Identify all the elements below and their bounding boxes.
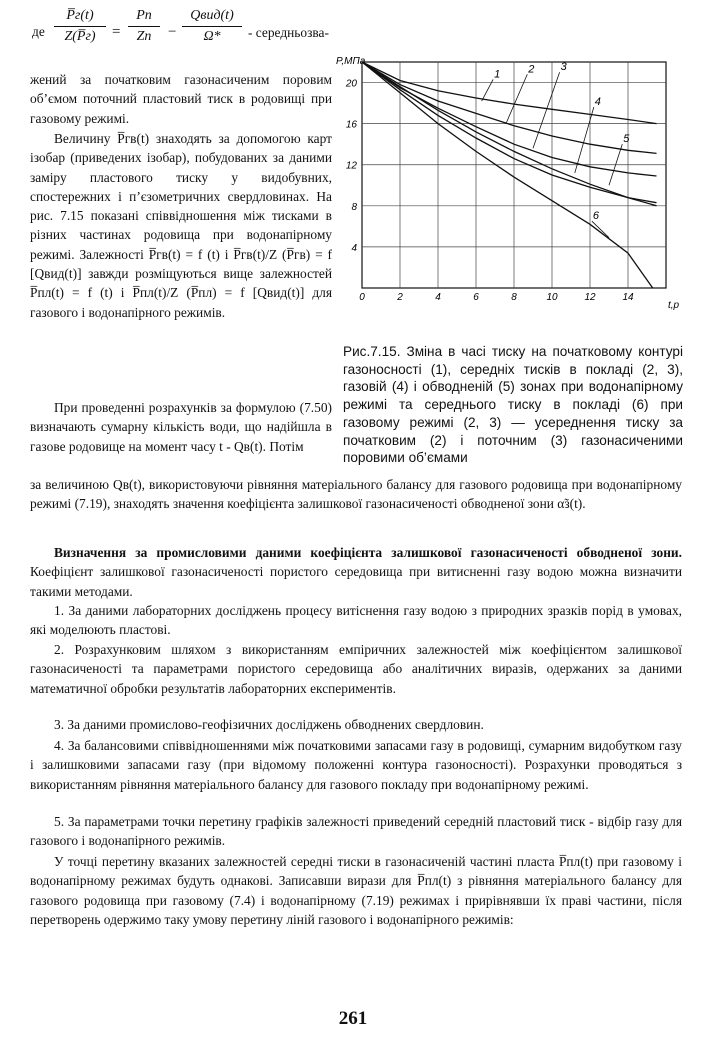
paragraph-4	[30, 543, 682, 601]
y-axis-label: P,МПа	[336, 56, 366, 67]
formula-fraction-2	[128, 6, 160, 47]
x-tick-label: 2	[397, 292, 403, 303]
series-line-5	[362, 62, 657, 203]
chart-ticks	[345, 79, 634, 303]
formula-fraction-3	[182, 6, 242, 47]
x-tick-label: 14	[622, 292, 634, 303]
series-label-6: 6	[592, 210, 600, 223]
y-tick-label: 4	[351, 242, 357, 254]
list-item-4: 4. За балансовими співвідношеннями між початковими запасами газу в родовищі, сумарним видобутком газу і залишковими запасами газу (при відомому положенні контура газоносності). Розрахунки проводяться з використанням рівняння матеріального балансу для газового покладу при водонапірному режимі.	[30, 738, 682, 792]
series-line-3	[362, 62, 657, 176]
series-line-1	[362, 62, 657, 124]
paragraph-4-heading: Визначення за промисловими даними коефіцієнта залишкової газонасиченості обводненої зони.	[54, 545, 682, 560]
list-item-1: 1. За даними лабораторних досліджень процесу витіснення газу водою з природних зразків порід в умовах, які моделюють пластові.	[30, 603, 682, 638]
series-leader-6	[592, 221, 609, 237]
chart-series-labels	[482, 61, 631, 237]
paragraph-last: У точці перетину вказаних залежностей середні тиски в газонасиченій частині пласта P̅пл(t) при газовому і водонапірному режимах будуть однакові. Записавши вирази для P̅пл(t) з рівняння матеріального балансу для газового родовища при газовому (7.4) і водонапірному (7.19) режимах і прирівнявши їх праві частини, після перетворень одержимо таку умову перетину ліній газового і водонапірного режимів:	[30, 854, 682, 927]
list-item-5: 5. За параметрами точки перетину графіків залежності приведений середній пластовий тиск - відбір газу для газового і водонапірного режимів.	[30, 814, 682, 849]
fraction-1-numerator: P̅г(t)	[54, 6, 106, 27]
formula-tail: - середньозва-	[248, 25, 329, 40]
page-number: 261	[338, 1008, 368, 1029]
formula-equals: =	[112, 24, 121, 40]
x-tick-label: 10	[546, 292, 558, 303]
formula-block	[30, 4, 332, 64]
series-leader-4	[575, 107, 594, 173]
y-tick-label: 20	[345, 78, 357, 90]
series-label-3: 3	[560, 61, 567, 74]
fraction-3-numerator: Qвид(t)	[182, 6, 242, 27]
paragraph-3-continued: за величиною Qв(t), використовуючи рівняння матеріального балансу для газового родовища при водонапірному режимі (7.19), знаходять значення коефіцієнта залишкової газонасиченості обводненої зони α̃з(t).	[30, 477, 682, 512]
x-axis-label: t,р	[668, 300, 680, 311]
series-label-1: 1	[494, 68, 501, 81]
list-item-3: 3. За даними промислово-геофізичних досліджень обводнених свердловин.	[54, 717, 484, 732]
list-item-2: 2. Розрахунковим шляхом з використанням емпіричних залежностей між коефіцієнтом залишкової газонасиченості та параметрами пористого середовища або аналітичних виразів, одержаних за даними математичної обробки результатів лабораторних експериментів.	[30, 642, 682, 696]
series-line-2	[362, 62, 657, 153]
series-line-4	[362, 62, 657, 206]
series-label-2: 2	[528, 63, 535, 76]
paragraph-3: При проведенні розрахунків за формулою (7.50) визначають сумарну кількість води, що надійшла в газове родовище на момент часу t - Qв(t). Потім	[30, 400, 332, 454]
fraction-2-denominator: Zп	[136, 29, 152, 44]
paragraph-2: Величину P̅гв(t) знаходять за допомогою карт ізобар (приведених ізобар), побудованих за даними заміру пластового тиску у видобувних, спостережних і п’єзометричних свердловинах. На рис. 7.15 показані співвідношення між тисками в різних частинах родовища при водонапірному режимі. Залежності P̅гв(t) = f (t) і P̅гв(t)/Z (P̅гв) = f [Qвид(t)] завжди розміщуються вище залежностей P̅пл(t) = f (t) і P̅пл(t)/Z (P̅пл) = f [Qвид(t)] для газового і водонапірного режимів.	[30, 131, 332, 320]
pressure-time-chart	[336, 52, 686, 318]
series-leader-2	[506, 74, 527, 122]
x-tick-label: 0	[359, 292, 365, 303]
series-label-5: 5	[623, 133, 630, 146]
fraction-3-denominator: Ω*	[203, 29, 221, 44]
formula-minus: −	[168, 24, 177, 40]
chart-grid	[362, 62, 666, 288]
paragraph-4-text: Коефіцієнт залишкової газонасиченості пористого середовища при витисненні газу водою можна визначити такими методами.	[30, 564, 682, 599]
x-tick-label: 4	[435, 292, 441, 303]
x-tick-label: 12	[584, 292, 596, 303]
paragraph-1: жений за початковим газонасиченим поровим об’ємом поточний пластовий тиск в родовищі при газовому режимі.	[30, 72, 332, 126]
formula-fraction-1	[54, 6, 106, 47]
y-tick-label: 16	[345, 119, 357, 131]
fraction-1-denominator: Z(P̅г)	[64, 29, 96, 44]
y-tick-label: 12	[345, 160, 357, 172]
series-label-4: 4	[594, 96, 601, 109]
x-tick-label: 8	[511, 292, 517, 303]
series-line-6	[362, 62, 653, 288]
y-tick-label: 8	[351, 201, 357, 213]
formula-de: де	[32, 24, 45, 39]
figure-caption: Рис.7.15. Зміна в часі тиску на початковому контурі газоносності (1), середніх тисків в покладі (2, 3), газовій (4) і обводненій (5) зонах при водонапірному режимі та середнього тиску в покладі (6) при газовому режимі (2, 3) — усереднення тиску за початковим (2) і поточним (3) газонасиченими поровими об’ємами	[343, 344, 683, 466]
fraction-2-numerator: Pп	[128, 6, 160, 27]
x-tick-label: 6	[473, 292, 479, 303]
